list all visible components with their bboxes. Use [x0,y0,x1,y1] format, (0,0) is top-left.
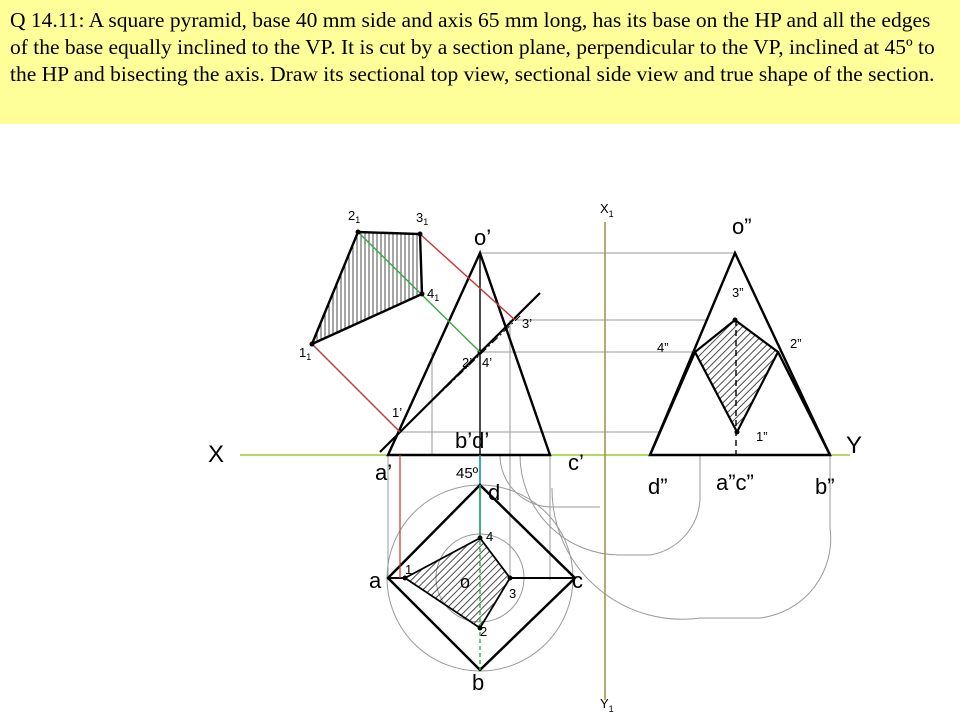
top-point-4 [478,536,483,541]
label-2-top: 2 [480,624,488,639]
label-c-front: c’ [568,450,584,475]
label-X1-main: X [600,201,609,216]
label-d-top: d [488,480,501,505]
label-1-side: 1” [756,429,768,444]
label-d-side: d” [648,474,668,499]
label-ac-side: a”c” [716,470,754,495]
label-3-true-sub: 1 [423,217,429,227]
label-Y1 [600,696,614,714]
true-point-2 [356,230,361,235]
label-2-true [348,208,360,225]
label-3-top: 3 [509,586,517,601]
label-2-true-sub: 1 [355,215,361,225]
top-point-3 [508,576,513,581]
transfer-arc-large [552,452,831,619]
label-o-front: o’ [474,225,492,250]
side-point-1 [735,430,740,435]
true-point-1 [310,342,315,347]
side-point-3 [733,318,738,323]
label-4-true [427,286,439,303]
label-1-true-main: 1 [299,345,307,360]
label-b-side: b” [815,474,835,499]
label-Y1-main: Y [600,696,609,711]
label-angle: 45º [456,465,479,482]
label-3-front: 3’ [522,316,533,331]
label-3-side: 3” [732,285,744,300]
transfer-arc-mid [520,455,700,555]
label-4-top: 4 [486,529,494,544]
label-1-top: 1 [405,562,413,577]
label-Y1-sub: 1 [608,704,614,714]
question-text: Q 14.11: A square pyramid, base 40 mm side and axis 65 mm long, has its base on the HP and all the edges of the base equally inclined to the VP. It is cut by a section plane, perpendicular to the VP, inclined at 45º to the HP and bisecting the axis. Draw its sectional top view, sectional side view and true shape of the section. [10,8,935,86]
label-X1 [600,201,614,219]
label-a-front: a’ [375,460,393,485]
label-4-side: 4” [657,340,669,355]
label-c-top: c [572,568,583,593]
label-bd-front: b’d’ [455,428,490,453]
labels [208,201,862,714]
label-o-top: o [460,572,471,592]
question-banner [0,0,960,124]
label-4-true-main: 4 [427,286,435,301]
label-X: X [208,441,225,468]
label-1-true-sub: 1 [306,352,312,362]
label-2-front: 2’ [462,355,473,370]
true-point-4 [420,292,425,297]
label-Y: Y [846,432,863,459]
label-o-side: o” [732,214,752,239]
label-3-true [416,210,428,227]
projection-drawing [0,124,960,720]
true-shape-hatch [312,232,422,344]
label-a-top: a [369,568,382,593]
label-X1-sub: 1 [608,209,614,219]
label-2-side: 2” [790,336,802,351]
label-4-true-sub: 1 [434,293,440,303]
label-1-true [299,345,311,362]
label-2-true-main: 2 [348,208,356,223]
label-b-top: b [472,670,485,695]
label-1-front: 1’ [392,405,403,420]
label-4-front: 4’ [482,355,493,370]
label-3-true-main: 3 [416,210,424,225]
side-view [650,253,830,455]
true-point-3 [418,232,423,237]
top-section-hatch [405,538,510,628]
projector-red-1 [312,344,403,432]
